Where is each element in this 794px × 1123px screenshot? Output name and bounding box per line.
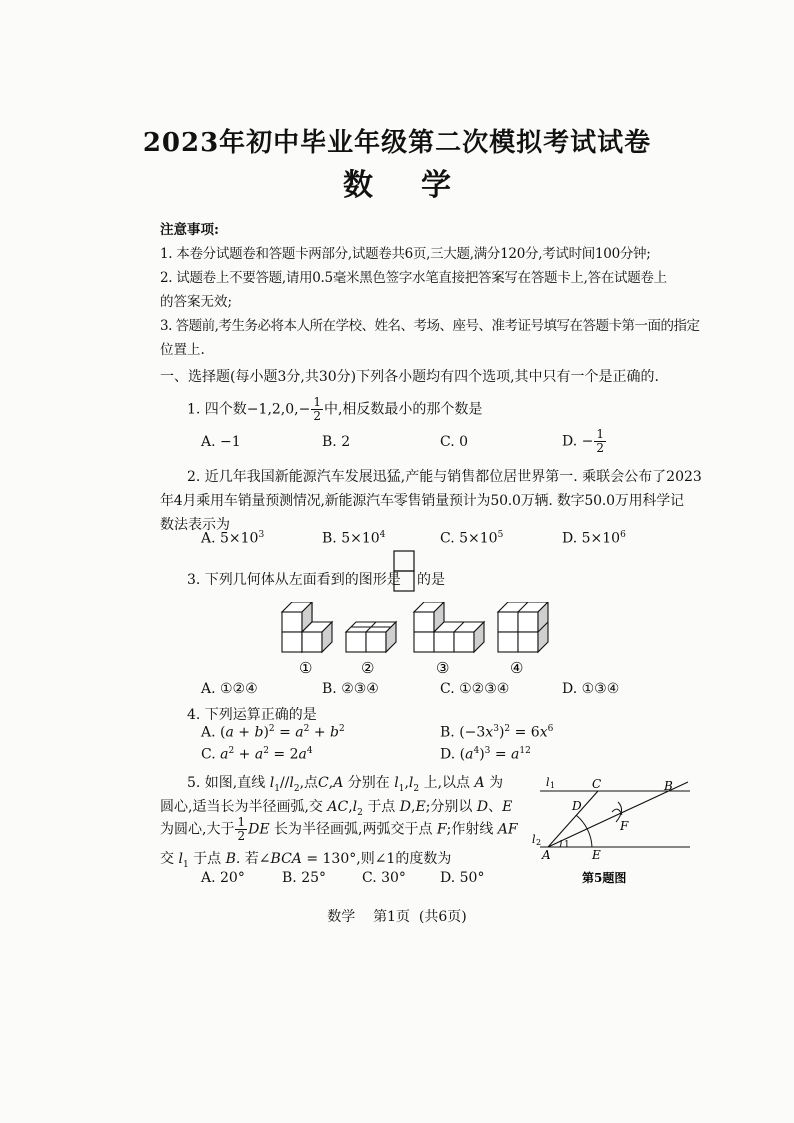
q3-option-a: A. ①②④ bbox=[201, 681, 258, 697]
q3-option-b: B. ②③④ bbox=[322, 681, 379, 697]
q5-line2: 圆心,适当长为半径画弧,交 $AC,l_2$ 于点 D,E;分别以 D、E bbox=[160, 799, 513, 818]
q3-option-d: D. ①③④ bbox=[562, 681, 620, 697]
q1-stem: 1. 四个数−1,2,0,− $\frac{1}{2}$ 中,相反数最小的那个数是 bbox=[187, 395, 483, 423]
q4-stem: 4. 下列运算正确的是 bbox=[187, 707, 317, 723]
page-footer: 数学 第1页 (共6页) bbox=[327, 909, 467, 925]
svg-text:1: 1 bbox=[564, 840, 570, 850]
notice-line: 的答案无效; bbox=[160, 294, 233, 310]
solid-figure-1 bbox=[282, 602, 332, 652]
q2-option-c: C. $5\times 10^5$ bbox=[440, 530, 504, 547]
q2-option-d: D. $5\times 10^6$ bbox=[562, 530, 626, 547]
fraction: $\frac{1}{2}$ bbox=[313, 395, 321, 423]
notice-heading: 注意事项: bbox=[160, 222, 219, 238]
q5-option-c: C. 30° bbox=[362, 870, 406, 886]
notice-line: 1. 本卷分试题卷和答题卡两部分,试题卷共6页,三大题,满分120分,考试时间100分钟; bbox=[160, 246, 651, 262]
q1-option-d: D. − $\frac{1}{2}$ bbox=[562, 427, 604, 455]
q5-figure-caption: 第5题图 bbox=[582, 871, 627, 885]
q2-option-b: B. $5\times 10^4$ bbox=[322, 530, 386, 547]
notice-line: 2. 试题卷上不要答题,请用0.5毫米黑色签字水笔直接把答案写在答题卡上,答在试题卷上 bbox=[160, 270, 667, 286]
q3-option-c: C. ①②③④ bbox=[440, 681, 510, 697]
figure-label-1: ① bbox=[299, 659, 313, 677]
q3-stem-post: 的是 bbox=[417, 572, 445, 588]
q2-line3: 数法表示为 bbox=[160, 517, 230, 533]
q1-option-a: A. −1 bbox=[201, 434, 241, 450]
q5-line1: 5. 如图,直线 $l_1//l_2$,点C,A 分别在 $l_1,l_2$ 上,以点 A 为 bbox=[187, 775, 504, 794]
q4-option-a: A. $(a + b)^2 = a^2 + b^2$ bbox=[201, 724, 345, 741]
q3-figures bbox=[276, 602, 556, 680]
figure-label-4: ④ bbox=[510, 659, 524, 677]
figure-label-3: ③ bbox=[436, 659, 450, 677]
notice-block bbox=[160, 218, 720, 362]
exam-title: 2023年初中毕业年级第二次模拟考试试卷 bbox=[142, 128, 652, 158]
solid-figure-3 bbox=[414, 602, 484, 652]
q1-option-c: C. 0 bbox=[440, 434, 469, 450]
q5-option-d: D. 50° bbox=[440, 870, 485, 886]
svg-text:D: D bbox=[572, 799, 582, 813]
notice-line: 3. 答题前,考生务必将本人所在学校、姓名、考场、座号、准考证号填写在答题卡第一面的指定 bbox=[160, 318, 700, 334]
svg-text:l: l bbox=[546, 776, 550, 789]
svg-text:F: F bbox=[620, 819, 629, 833]
svg-text:A: A bbox=[542, 848, 551, 862]
q3-stem-pre: 3. 下列几何体从左面看到的图形是 bbox=[187, 572, 401, 588]
solid-figure-4 bbox=[498, 602, 548, 652]
svg-text:E: E bbox=[592, 848, 601, 862]
q4-option-b: B. $(-3x^3)^2 = 6x^6$ bbox=[440, 724, 554, 741]
svg-text:l: l bbox=[532, 833, 536, 846]
q5-option-a: A. 20° bbox=[201, 870, 245, 886]
q5-line3: 为圆心,大于 $\frac{1}{2}$ DE 长为半径画弧,两弧交于点 F;作射线 AF bbox=[160, 815, 518, 843]
q1-option-b: B. 2 bbox=[322, 434, 351, 450]
svg-text:1: 1 bbox=[550, 781, 556, 790]
q2-option-a: A. $5\times 10^3$ bbox=[201, 530, 265, 547]
svg-text:B: B bbox=[664, 779, 673, 793]
q5-option-b: B. 25° bbox=[282, 870, 327, 886]
q5-figure bbox=[526, 772, 696, 890]
figure-label-2: ② bbox=[361, 659, 375, 677]
q4-option-c: C. $a^2 + a^2 = 2a^4$ bbox=[201, 746, 313, 763]
q2-line1: 2. 近几年我国新能源汽车发展迅猛,产能与销售都位居世界第一. 乘联会公布了2023 bbox=[187, 469, 702, 485]
q4-option-d: D. $(a^4)^3 = a^{12}$ bbox=[440, 746, 531, 763]
solid-figure-2 bbox=[346, 622, 396, 652]
notice-line: 位置上. bbox=[160, 342, 205, 358]
q2-line2: 年4月乘用车销量预测情况,新能源汽车零售销量预计为50.0万辆. 数字50.0万用科学记 bbox=[160, 493, 684, 509]
svg-text:2: 2 bbox=[536, 838, 542, 847]
svg-text:C: C bbox=[592, 777, 602, 791]
subject-heading: 数 学 bbox=[343, 168, 451, 203]
q3-view-icon bbox=[393, 550, 415, 592]
section1-heading: 一、选择题(每小题3分,共30分)下列各小题均有四个选项,其中只有一个是正确的. bbox=[160, 369, 659, 385]
q5-line4: 交 $l_1$ 于点 B. 若∠BCA = 130°,则∠1的度数为 bbox=[160, 851, 452, 870]
